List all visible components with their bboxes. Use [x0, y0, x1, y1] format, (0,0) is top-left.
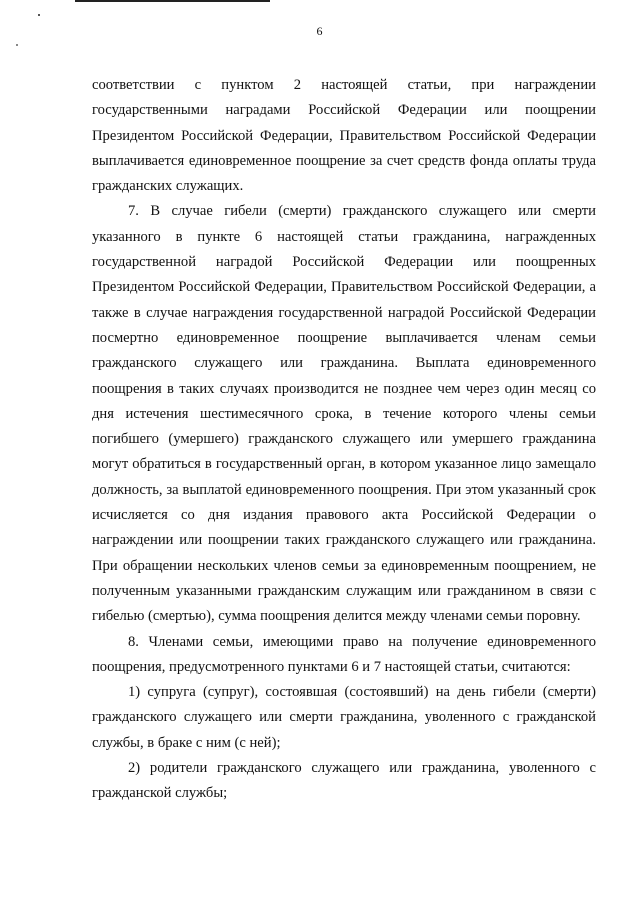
paragraph-continuation: соответствии с пунктом 2 настоящей статьи, при награждении государственными наградами Российской Федерации или поощрении Президентом Российской Федерации, Правительством Российской Федерации выплачивается единовременное поощрение за счет средств фонда оплаты труда гражданских служащих. [92, 77, 596, 195]
document-body [92, 73, 596, 807]
paragraph-item-8: 8. Членами семьи, имеющими право на получение единовременного поощрения, предусмотренного пунктами 6 и 7 настоящей статьи, считаются: [92, 633, 596, 675]
paragraph-subitem-2: 2) родители гражданского служащего или гражданина, уволенного с гражданской службы; [92, 760, 596, 802]
paragraph-item-7: 7. В случае гибели (смерти) гражданского служащего или смерти указанного в пункте 6 настоящей статьи гражданина, награжденных государственной наградой Российской Федерации или поощренных Президентом Российской Федерации, Правительством Российской Федерации, а также в случае награждения государственной наградой Российской Федерации посмертно единовременное поощрение выплачивается членам семьи гражданского служащего или гражданина. Выплата единовременного поощрения в таких случаях производится не позднее чем через один месяц со дня истечения шестимесячного срока, в течение которого члены семьи погибшего (умершего) гражданского служащего или умершего гражданина могут обратиться в государственный орган, в котором указанное лицо замещало должность, за выплатой единовременного поощрения. При этом указанный срок исчисляется со дня издания правового акта Российской Федерации о награждении или поощрении таких гражданского служащего или гражданина. При обращении нескольких членов семьи за единовременным поощрением, не полученным указанными гражданским служащим или гражданином в связи с гибелью (смертью), сумма поощрения делится между членами семьи поровну. [92, 203, 596, 625]
scan-artifact-dot [16, 44, 18, 46]
page-number: 6 [316, 24, 323, 38]
paragraph-subitem-1: 1) супруга (супруг), состоявшая (состоявший) на день гибели (смерти) гражданского служащего или смерти гражданина, уволенного с гражданской службы, в браке с ним (с ней); [92, 684, 596, 751]
scan-artifact-line [75, 0, 270, 2]
scan-artifact-dot [38, 14, 40, 16]
